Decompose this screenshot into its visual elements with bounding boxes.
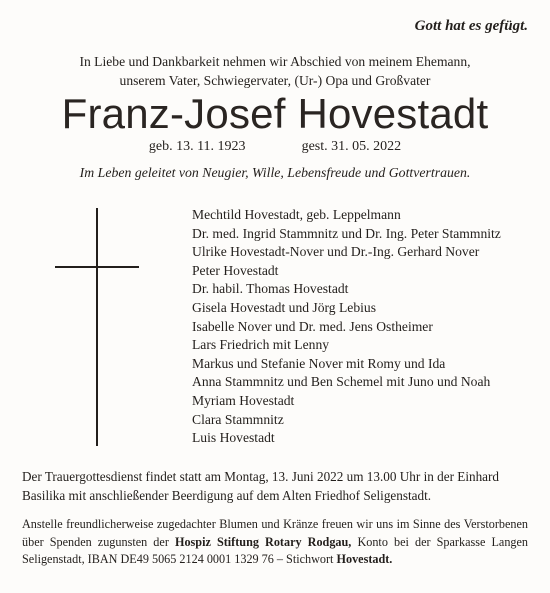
service-info [22, 468, 528, 505]
list-item: Clara Stammnitz [192, 411, 284, 427]
list-item: Myriam Hovestadt [192, 392, 295, 408]
birth-date: geb. 13. 11. 1923 [148, 139, 246, 154]
list-item: Anna Stammnitz und Ben Schemel mit Juno und Noah [192, 374, 491, 390]
list-item: Lars Friedrich mit Lenny [192, 337, 330, 353]
life-dates [0, 139, 550, 155]
intro-text [0, 52, 550, 90]
list-item: Ulrike Hovestadt-Nover und Dr.-Ing. Gerhard Nover [192, 244, 480, 260]
list-item: Peter Hovestadt [192, 262, 279, 278]
deceased-name: Franz-Josef Hovestadt [61, 90, 489, 137]
list-item: Isabelle Nover und Dr. med. Jens Ostheimer [192, 318, 433, 334]
donation-organization: Hospiz Stiftung Rotary Rodgau, [174, 534, 352, 549]
list-item: Gisela Hovestadt und Jörg Lebius [192, 299, 376, 315]
intro-line-2: unserem Vater, Schwiegervater, (Ur-) Opa und Großvater [119, 73, 431, 88]
list-item: Markus und Stefanie Nover mit Romy und Ida [192, 355, 446, 371]
list-item: Mechtild Hovestadt, geb. Leppelmann [192, 207, 401, 222]
mourners-list [192, 206, 501, 448]
donation-keyword: Hovestadt. [336, 552, 393, 566]
tagline: Im Leben geleitet von Neugier, Wille, Lebensfreude und Gottvertrauen. [79, 165, 471, 180]
list-item: Dr. habil. Thomas Hovestadt [192, 281, 349, 297]
list-item: Dr. med. Ingrid Stammnitz und Dr. Ing. Peter Stammnitz [192, 225, 501, 241]
donation-text-b: Konto bei der Sparkasse Langen Seligenstadt, IBAN DE49 5065 2124 0001 1329 76 – Stichwort [22, 534, 529, 566]
motto: Gott hat es gefügt. [414, 18, 528, 34]
list-item: Luis Hovestadt [192, 430, 275, 446]
cross-icon [55, 208, 139, 446]
service-line-1: Der Trauergottesdienst findet statt am Montag, 13. Juni 2022 um 13.00 Uhr in der Einhard [22, 469, 500, 484]
intro-line-1: In Liebe und Dankbarkeit nehmen wir Abschied von meinem Ehemann, [79, 54, 471, 69]
death-date: gest. 31. 05. 2022 [301, 139, 402, 154]
service-line-2: Basilika mit anschließender Beerdigung auf dem Alten Friedhof Seligenstadt. [22, 487, 432, 503]
donation-text-a: Anstelle freundlicherweise zugedachter Blumen und Kränze freuen wir uns im Sinne des Verstorbenen über Spenden zugunsten der [22, 517, 528, 549]
donation-info [22, 516, 528, 569]
